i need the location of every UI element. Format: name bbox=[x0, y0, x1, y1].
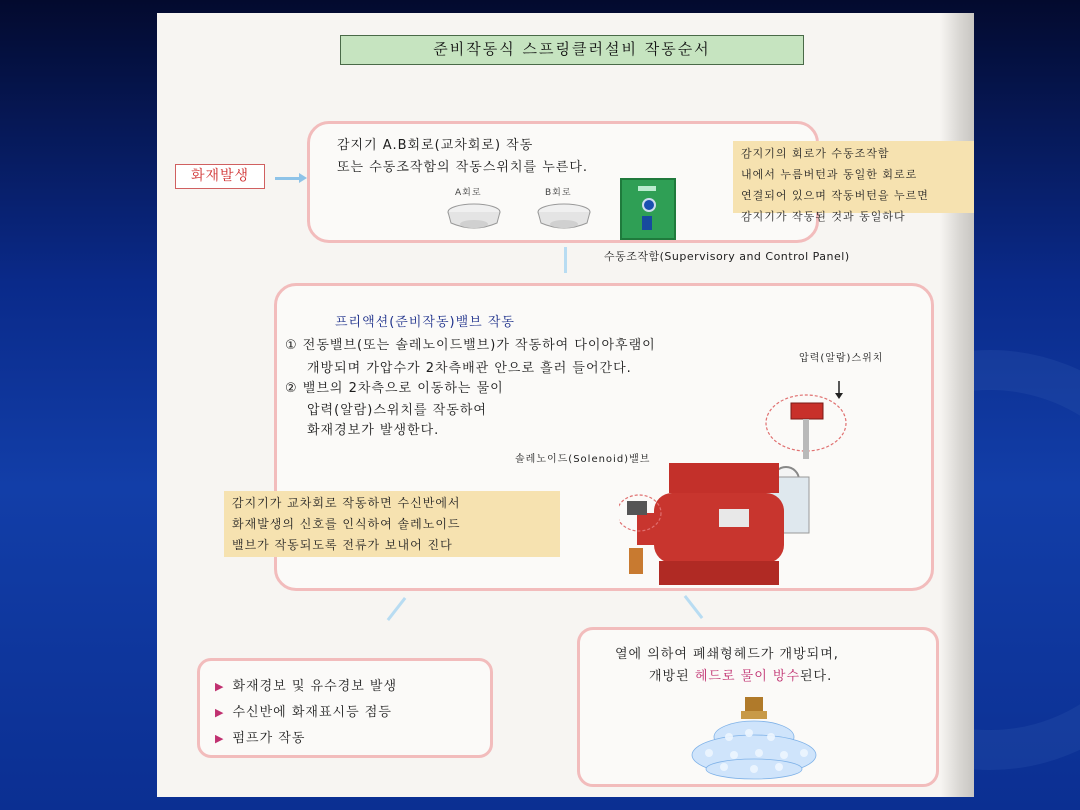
step1-note-line: 감지기가 작동된 것과 동일하다 bbox=[741, 210, 906, 223]
step4-line2-suffix: 된다. bbox=[800, 669, 833, 684]
step2-item2-line2: 압력(알람)스위치를 작동하여 bbox=[307, 403, 487, 418]
fire-start-label: 화재발생 bbox=[175, 164, 265, 189]
manual-control-panel-icon bbox=[620, 178, 676, 240]
page-title: 준비작동식 스프링클러설비 작동순서 bbox=[340, 35, 804, 65]
panel-caption: 수동조작함(Supervisory and Control Panel) bbox=[604, 250, 850, 263]
step4-line2-prefix: 개방된 bbox=[649, 669, 690, 684]
step1-note-line: 감지기의 회로가 수동조작함 bbox=[741, 147, 890, 160]
step2-item2-line3: 화재경보가 발생한다. bbox=[307, 423, 440, 438]
step2-heading: 프리액션(준비작동)밸브 작동 bbox=[335, 315, 515, 330]
smoke-detector-a-icon bbox=[445, 201, 503, 231]
result-item-text: 화재경보 및 유수경보 발생 bbox=[232, 679, 398, 694]
right-arrow-icon bbox=[275, 177, 301, 180]
down-left-arrow-icon bbox=[387, 597, 407, 621]
step1-line1: 감지기 A.B회로(교차회로) 작동 bbox=[337, 138, 534, 153]
step4-line2-highlight: 헤드로 물이 방수 bbox=[694, 669, 800, 684]
result-item bbox=[215, 701, 392, 720]
preaction-valve-icon bbox=[619, 373, 859, 595]
step2-item2-line1: ② 밸브의 2차측으로 이동하는 물이 bbox=[285, 381, 504, 396]
down-right-arrow-icon bbox=[684, 595, 704, 619]
document-page bbox=[157, 13, 974, 797]
triangle-bullet-icon: ▶ bbox=[215, 732, 225, 745]
step2-note-line: 감지기가 교차회로 작동하면 수신반에서 bbox=[232, 496, 461, 510]
result-item-text: 수신반에 화재표시등 점등 bbox=[232, 705, 392, 720]
step2-item1-line2: 개방되며 가압수가 2차측배관 안으로 흘러 들어간다. bbox=[307, 361, 632, 376]
down-arrow-icon bbox=[564, 247, 567, 273]
step4-line2 bbox=[649, 665, 832, 684]
step2-item1-line1: ① 전동밸브(또는 솔레노이드밸브)가 작동하여 다이아후램이 bbox=[285, 338, 656, 353]
solenoid-label: 솔레노이드(Solenoid)밸브 bbox=[515, 454, 651, 465]
step1-note-line: 내에서 누름버턴과 동일한 회로로 bbox=[741, 168, 918, 181]
pressure-switch-label: 압력(알람)스위치 bbox=[799, 353, 884, 364]
sprinkler-spray-icon bbox=[679, 697, 831, 781]
step2-note bbox=[224, 491, 560, 557]
detector-a-label: A회로 bbox=[455, 188, 482, 198]
result-item bbox=[215, 675, 397, 694]
smoke-detector-b-icon bbox=[535, 201, 593, 231]
result-item-text: 펌프가 작동 bbox=[232, 731, 306, 746]
step2-note-line: 화재발생의 신호를 인식하여 솔레노이드 bbox=[232, 517, 461, 531]
step1-note-line: 연결되어 있으며 작동버턴을 누르면 bbox=[741, 189, 929, 202]
page-fold-shadow bbox=[940, 13, 974, 797]
triangle-bullet-icon: ▶ bbox=[215, 680, 225, 693]
step1-note bbox=[733, 141, 974, 223]
step4-line1: 열에 의하여 폐쇄형헤드가 개방되며, bbox=[615, 647, 839, 662]
step2-note-line: 밸브가 작동되도록 전류가 보내어 진다 bbox=[232, 538, 453, 552]
result-item bbox=[215, 727, 305, 746]
detector-b-label: B회로 bbox=[545, 188, 572, 198]
triangle-bullet-icon: ▶ bbox=[215, 706, 225, 719]
step1-line2: 또는 수동조작함의 작동스위치를 누른다. bbox=[337, 160, 589, 175]
